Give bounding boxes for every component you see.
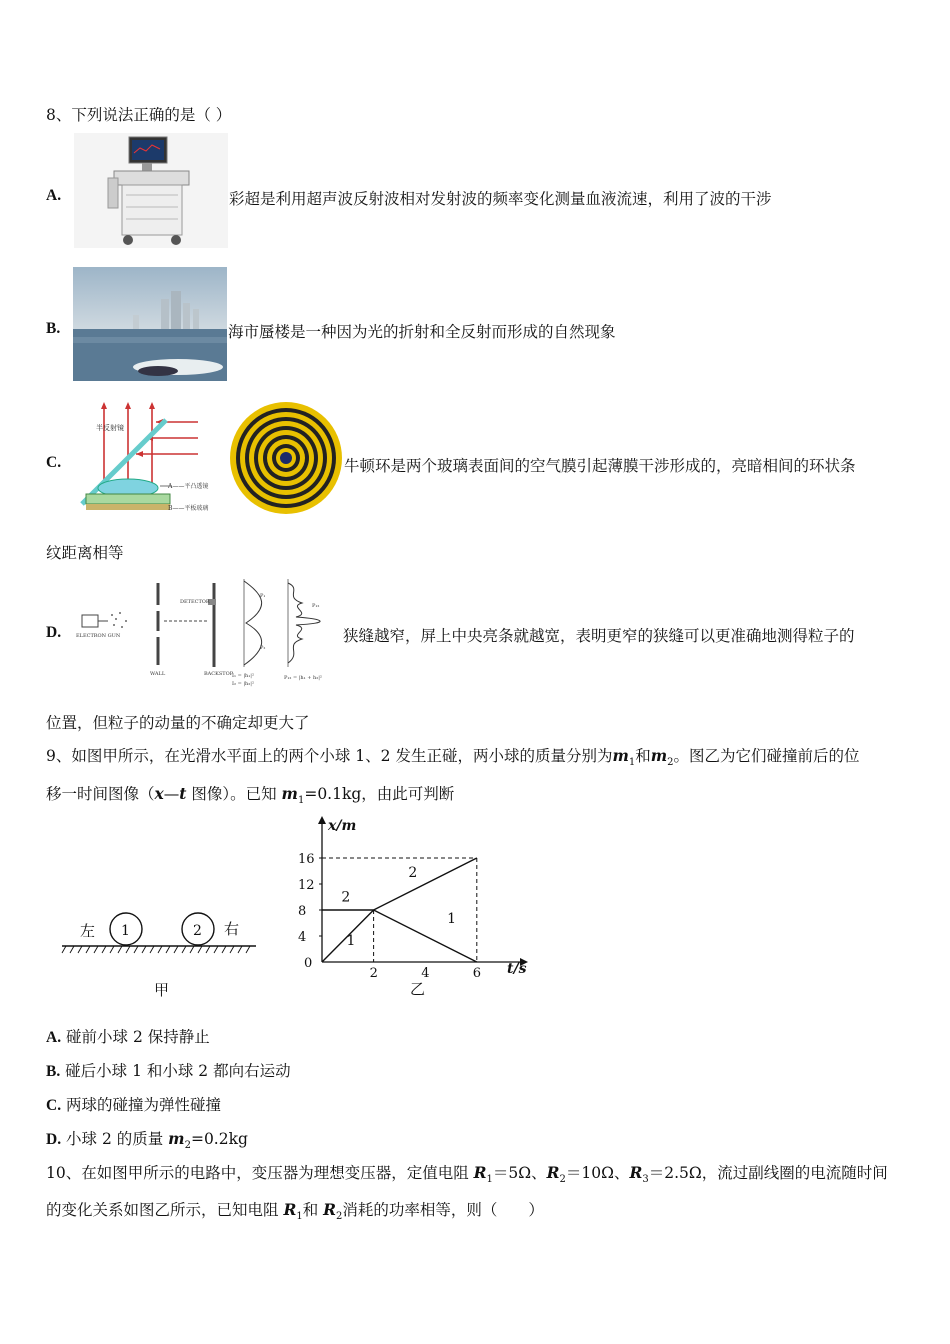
d-fig-i2: I₂ = |h₂|² [232,681,254,687]
q8-option-a-label: A. [46,187,62,204]
q8-option-b-label: B. [46,320,61,337]
q9-stem-line2: 移一时间图像（x—t 图像）。已知 $m_1=0.1kg$，由此可判断 [46,784,455,807]
series-2-segment-2 [374,858,477,910]
c-fig-label-half-mirror: 半反射镜 [96,424,124,432]
d-fig-p2: P₂ [260,645,266,651]
y-axis-label: x/m [328,818,357,834]
d-fig-wall: WALL [150,671,166,677]
series-label-1-after: 1 [447,911,457,927]
q8-option-c-label: C. [46,454,62,471]
y-tick-label-16: 16 [298,852,315,867]
figure-jia-two-balls [60,900,270,1005]
q8-option-d-label: D. [46,624,62,641]
d-fig-electron-gun: ELECTRON GUN [76,633,121,639]
q9-option-b: B. 碰后小球 1 和小球 2 都向右运动 [46,1062,291,1080]
q9-option-c: C. 两球的碰撞为弹性碰撞 [46,1096,222,1114]
mirage-photo [73,267,227,381]
q8-option-b-text: 海市蜃楼是一种因为光的折射和全反射而形成的自然现象 [228,323,616,341]
yi-caption: 乙 [410,980,426,998]
jia-caption: 甲 [154,981,170,999]
q9-stem-line1: 9、如图甲所示，在光滑水平面上的两个小球 1、2 发生正碰，两小球的质量分别为$m_1$和$m_2$。图乙为它们碰撞前后的位 [46,746,860,769]
c-fig-label-b: B——平板玻璃 [168,505,209,512]
ball-1-label: 1 [121,923,130,939]
d-fig-detector: DETECTOR [180,599,210,605]
c-fig-label-a: A——平凸透镜 [168,483,209,490]
newton-ring-apparatus-figure [80,400,230,516]
y-tick-label-12: 12 [298,878,315,893]
q10-stem-line1: 10、在如图甲所示的电路中，变压器为理想变压器，定值电阻 $R_1=5\Omega$、$R_2=10\Omega$、$R_3=2.5\Omega$，流过副线圈的电流随时间 [46,1163,888,1186]
d-fig-i1: I₁ = |h₁|² [232,673,254,679]
q8-option-d-text-continued: 位置，但粒子的动量的不确定却更大了 [46,714,310,732]
x-tick-label-4: 4 [421,966,430,981]
ball-2-label: 2 [193,923,202,939]
d-fig-p1: P₁ [260,593,266,599]
x-axis-label: t/s [507,961,527,977]
d-fig-i12: P₁₂ = |h₁ + h₂|² [284,675,322,681]
figure-yi-xt-graph [290,812,535,1002]
q8-option-a-text: 彩超是利用超声波反射波相对发射波的频率变化测量血液流速，利用了波的干涉 [229,190,772,208]
q10-stem-line2: 的变化关系如图乙所示，已知电阻 $R_1$和 $R_2$消耗的功率相等，则（ ） [46,1200,544,1223]
q9-option-d: D. 小球 2 的质量 $m_2=0.2kg$ [46,1129,248,1152]
x-tick-label-6: 6 [472,966,482,981]
series-label-1-before: 1 [346,933,356,950]
series-label-2-before: 2 [341,889,351,906]
newton-rings-pattern [228,400,344,516]
y-tick-label-8: 8 [298,904,307,919]
series-1-segment-2 [374,910,477,962]
d-fig-backstop: BACKSTOP [204,671,234,677]
jia-right-label: 右 [224,920,240,938]
electron-double-slit-figure [74,575,342,690]
y-tick-label-0: 0 [304,956,313,971]
y-tick-label-4: 4 [298,930,307,945]
series-label-2-after: 2 [408,864,418,881]
x-tick-label-2: 2 [369,966,378,981]
q8-option-c-text-continued: 纹距离相等 [46,544,124,562]
q8-stem: 8、下列说法正确的是（ ） [46,106,232,124]
ultrasound-machine-photo [74,133,228,248]
d-fig-p12: P₁₂ [312,603,320,609]
q8-option-d-text: 狭缝越窄，屏上中央亮条就越宽，表明更窄的狭缝可以更准确地测得粒子的 [343,627,855,645]
q8-option-c-text: 牛顿环是两个玻璃表面间的空气膜引起薄膜干涉形成的，亮暗相间的环状条 [344,457,856,475]
jia-left-label: 左 [80,922,96,940]
q9-option-a: A. 碰前小球 2 保持静止 [46,1028,210,1046]
